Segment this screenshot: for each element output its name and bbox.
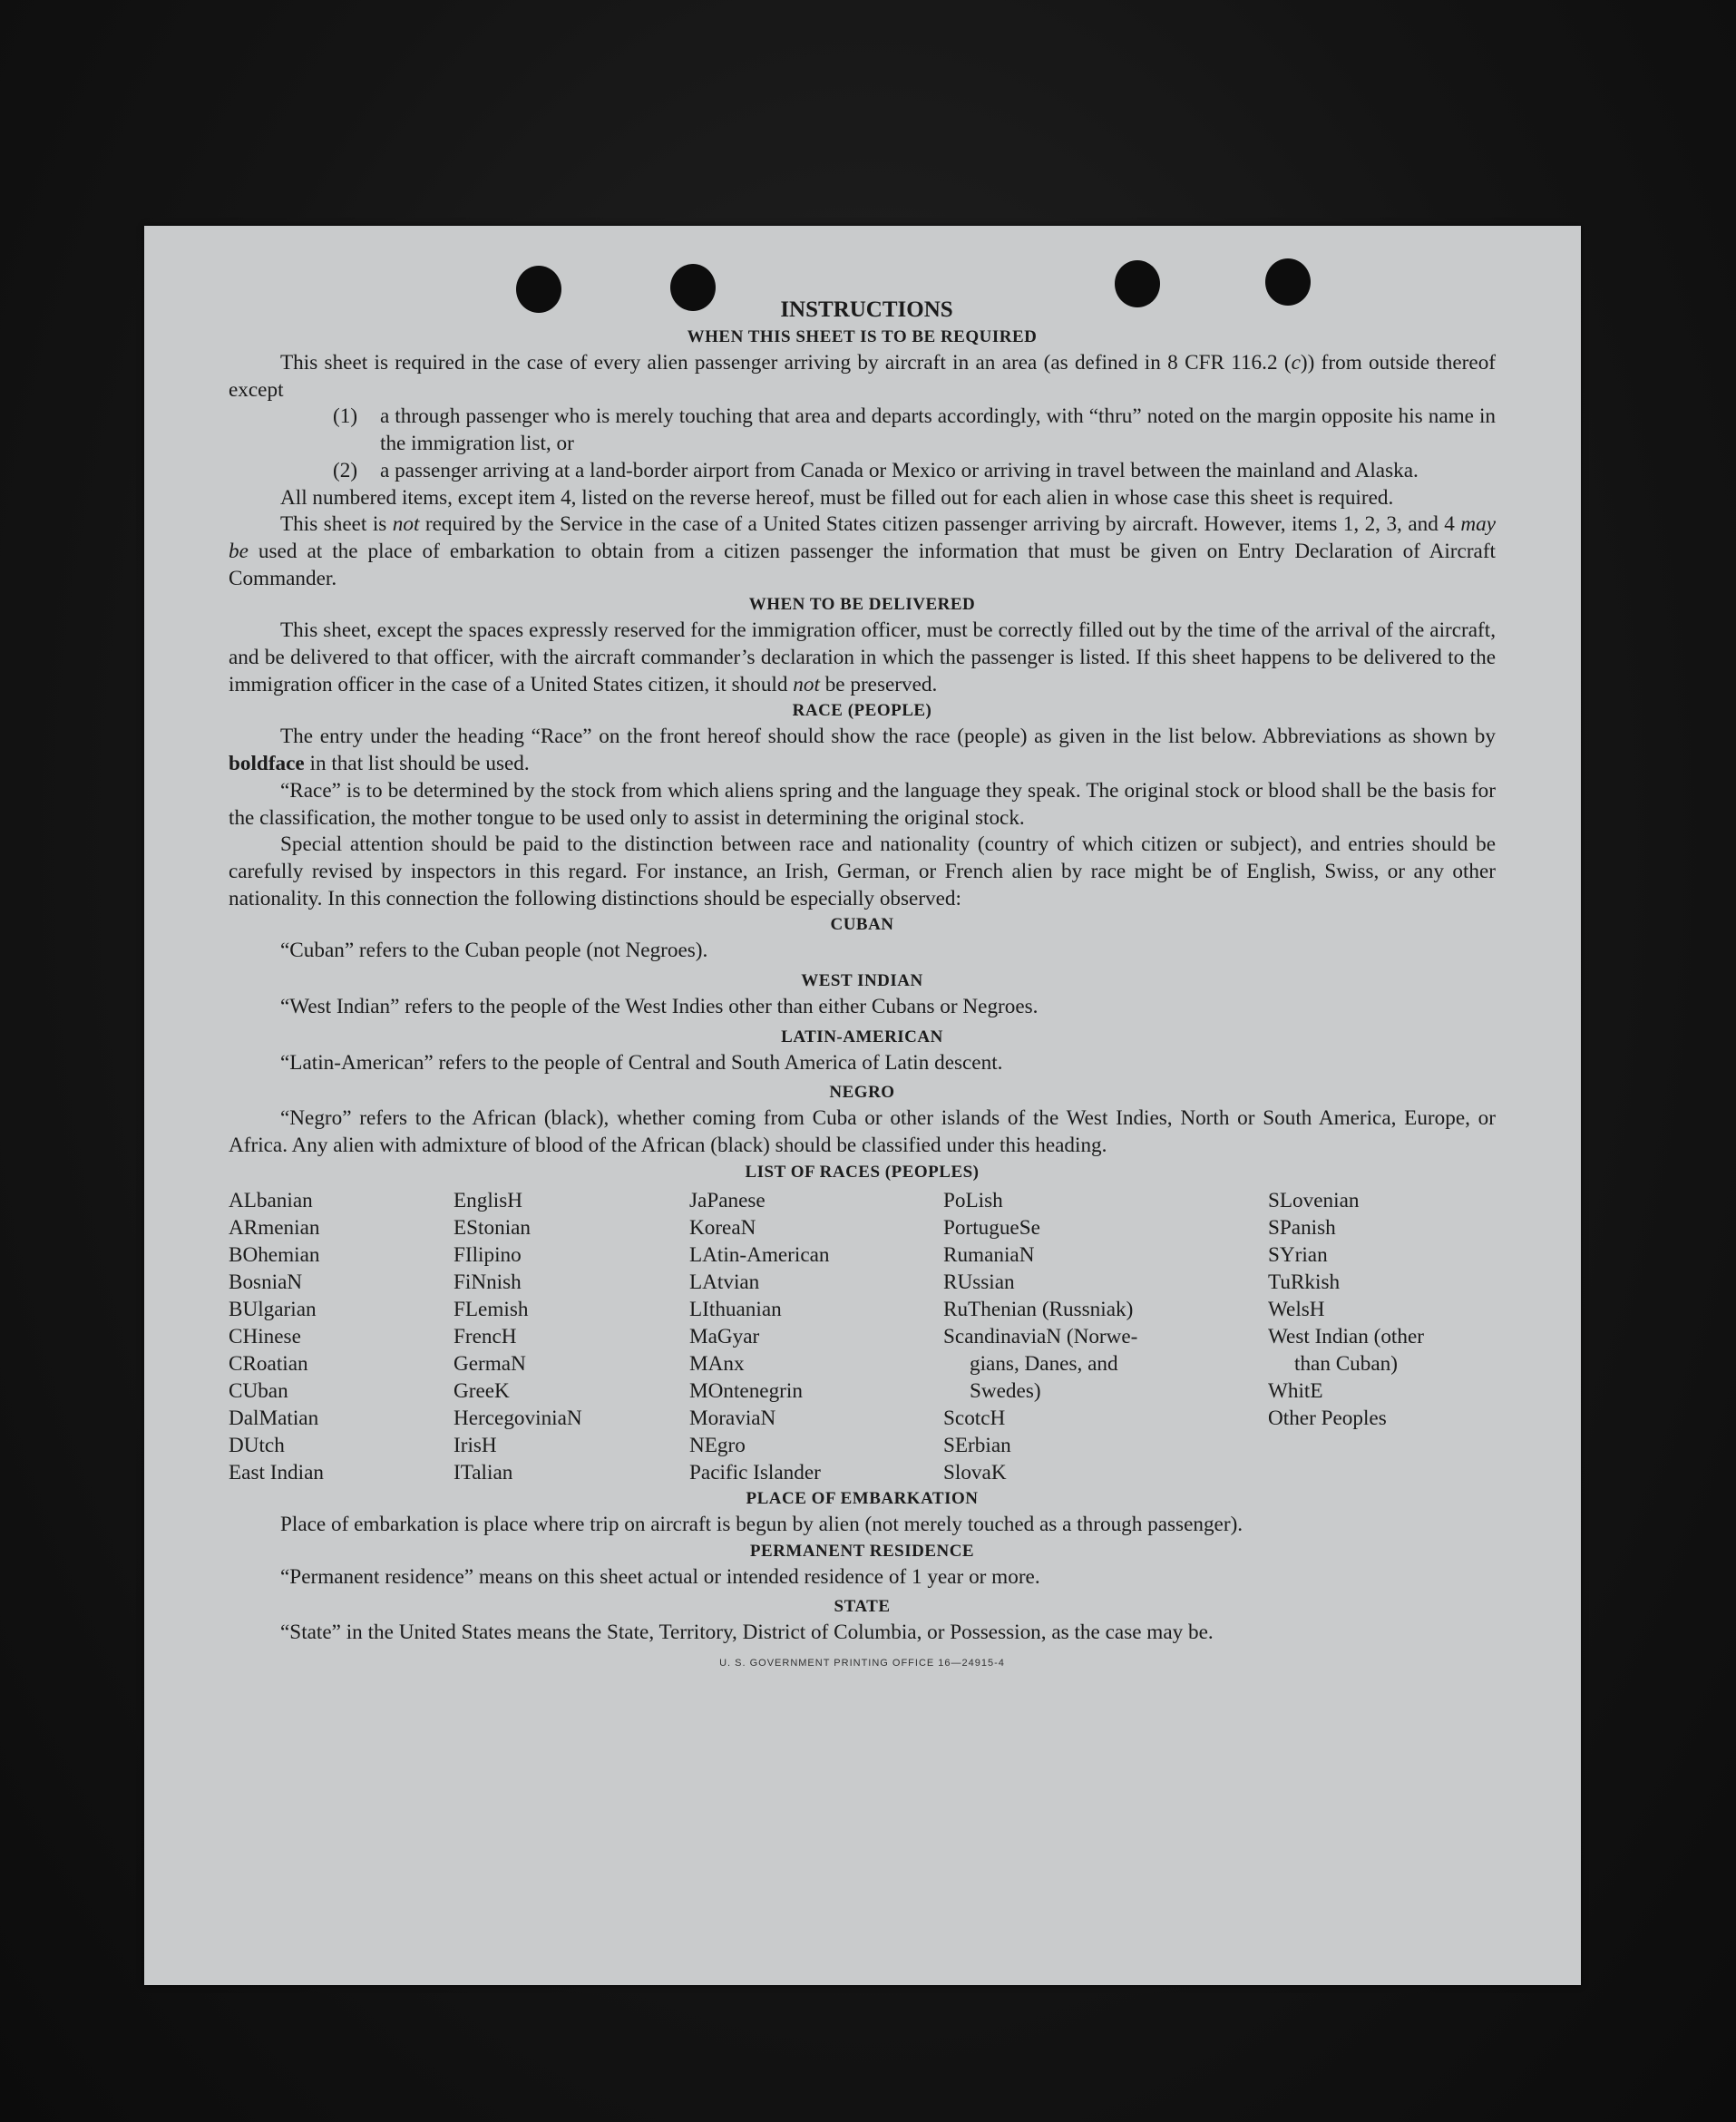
race-entry: MoraviaN: [689, 1406, 776, 1430]
races-column: [943, 1187, 1268, 1486]
section-heading-place-of-embarkation: PLACE OF EMBARKATION: [746, 1488, 979, 1508]
race-entry: GermaN: [454, 1351, 526, 1376]
section-heading-negro: NEGRO: [829, 1083, 895, 1103]
race-entry: RuThenian (Russniak): [943, 1297, 1134, 1321]
section-heading-race: RACE (PEOPLE): [792, 701, 932, 721]
race-entry: Pacific Islander: [689, 1460, 821, 1484]
races-list: [229, 1187, 1496, 1486]
race-entry: TuRkish: [1268, 1270, 1341, 1294]
race-entry: FiNnish: [454, 1270, 522, 1294]
race-entry: CRoatian: [229, 1351, 308, 1376]
race-entry: FrencH: [454, 1324, 517, 1348]
race-entry: WelsH: [1268, 1297, 1325, 1321]
west-indian-definition: “West Indian” refers to the people of the West Indies other than either Cubans or Negroes.: [280, 995, 1039, 1019]
race-entry: NEgro: [689, 1433, 746, 1457]
latin-american-definition: “Latin-American” refers to the people of Central and South America of Latin descent.: [280, 1050, 1003, 1075]
race-entry: PortugueSe: [943, 1215, 1040, 1240]
race-entry: EnglisH: [454, 1188, 523, 1212]
race-entry: SPanish: [1268, 1215, 1336, 1240]
race-entry: FLemish: [454, 1297, 529, 1321]
section-heading-list-of-races: LIST OF RACES (PEOPLES): [745, 1162, 980, 1182]
race-entry: MOntenegrin: [689, 1378, 803, 1403]
race-entry: PoLish: [943, 1188, 1003, 1212]
race-entry: RumaniaN: [943, 1242, 1035, 1267]
race-entry: SlovaK: [943, 1460, 1007, 1484]
race-entry: MAnx: [689, 1351, 745, 1376]
race-entry: MaGyar: [689, 1324, 760, 1348]
race-entry: BUlgarian: [229, 1297, 317, 1321]
delivery-paragraph: This sheet, except the spaces expressly reserved for the immigration officer, must be correctly filled out by the time of the arrival of the aircraft, and be delivered to that officer, with the aircraft commander’s declaration in which the passenger is listed. If this sheet happens to be delivered to the immigration officer in the case of a United States citizen, it should not be preserved.: [229, 618, 1496, 696]
race-entry-continuation: gians, Danes, and: [970, 1351, 1118, 1376]
page-title: INSTRUCTIONS: [780, 297, 953, 322]
race-entry: LAtin-American: [689, 1242, 830, 1267]
section-heading-when-delivered: WHEN TO BE DELIVERED: [748, 595, 976, 615]
required-intro: This sheet is required in the case of every alien passenger arriving by aircraft in an area (as defined in 8 CFR 116.2 (c)) from outside thereof except: [229, 351, 1497, 402]
race-entry: DUtch: [229, 1433, 285, 1457]
race-entry: JaPanese: [689, 1188, 766, 1212]
exception-item: (2) a passenger arriving at a land-border airport from Canada or Mexico or arriving in travel between the mainland and Alaska.: [333, 458, 1419, 482]
race-entry: GreeK: [454, 1378, 510, 1403]
instruction-sheet: [144, 226, 1581, 1985]
negro-definition: “Negro” refers to the African (black), whether coming from Cuba or other islands of the West Indies, North or South America, Europe, or Africa. Any alien with admixture of blood of the African (black) should be classified under this heading.: [229, 1106, 1496, 1158]
race-entry: FIlipino: [454, 1242, 522, 1267]
race-paragraph: Special attention should be paid to the distinction between race and nationality (country of which citizen or subject), and entries should be carefully revised by inspectors in this regard. For instance, an Irish, German, or French alien by race might be of English, Swiss, or any other nationality. In this connection the following distinctions should be especially observed:: [229, 832, 1496, 910]
race-entry: Other Peoples: [1268, 1406, 1387, 1430]
residence-definition: “Permanent residence” means on this sheet actual or intended residence of 1 year or more.: [280, 1564, 1040, 1589]
race-entry: KoreaN: [689, 1215, 756, 1240]
race-paragraph: The entry under the heading “Race” on the front hereof should show the race (people) as given in the list below. Abbreviations as shown by boldface in that list should be used.: [229, 725, 1496, 776]
race-entry: BOhemian: [229, 1242, 320, 1267]
section-heading-cuban: CUBAN: [830, 915, 894, 935]
race-entry: LAtvian: [689, 1270, 760, 1294]
section-heading-state: STATE: [834, 1597, 891, 1617]
race-entry: BosniaN: [229, 1270, 303, 1294]
races-column: [454, 1187, 689, 1486]
race-entry: West Indian (other: [1268, 1324, 1424, 1348]
race-entry: ITalian: [454, 1460, 513, 1484]
embarkation-definition: Place of embarkation is place where trip on aircraft is begun by alien (not merely touched as a through passenger).: [280, 1512, 1243, 1536]
section-heading-latin-american: LATIN-AMERICAN: [781, 1027, 943, 1046]
section-heading-when-required: WHEN THIS SHEET IS TO BE REQUIRED: [687, 327, 1038, 346]
race-entry: DalMatian: [229, 1406, 319, 1430]
race-entry: LIthuanian: [689, 1297, 782, 1321]
section-heading-permanent-residence: PERMANENT RESIDENCE: [749, 1541, 975, 1561]
race-entry: HercegoviniaN: [454, 1406, 582, 1430]
race-entry: East Indian: [229, 1460, 324, 1484]
cuban-definition: “Cuban” refers to the Cuban people (not Negroes).: [280, 939, 708, 963]
races-column: [229, 1187, 454, 1486]
race-entry: CHinese: [229, 1324, 301, 1348]
race-entry: IrisH: [454, 1433, 497, 1457]
race-paragraph: “Race” is to be determined by the stock from which aliens spring and the language they speak. The original stock or blood shall be the basis for the classification, the mother tongue to be used only to assist in determining the original stock.: [229, 778, 1496, 830]
races-column: [689, 1187, 943, 1486]
sheet-content: [229, 296, 1496, 1678]
state-definition: “State” in the United States means the State, Territory, District of Columbia, or Possession, as the case may be.: [280, 1621, 1214, 1645]
race-entry: RUssian: [943, 1270, 1015, 1294]
race-entry: WhitE: [1268, 1378, 1323, 1403]
race-entry: ALbanian: [229, 1188, 313, 1212]
printing-office-imprint: U. S. GOVERNMENT PRINTING OFFICE 16—24915-4: [719, 1657, 1005, 1669]
citizen-paragraph: This sheet is not required by the Service in the case of a United States citizen passenger arriving by aircraft. However, items 1, 2, 3, and 4 may be used at the place of embarkation to obtain from a citizen passenger the information that must be given on Entry Declaration of Aircraft Commander.: [229, 512, 1496, 590]
exception-item: (1) a through passenger who is merely touching that area and departs accordingly, with “thru” noted on the margin opposite his name in the immigration list, or: [333, 404, 1496, 456]
race-entry: ScotcH: [943, 1406, 1006, 1430]
race-entry: ARmenian: [229, 1215, 320, 1240]
race-entry: SYrian: [1268, 1242, 1328, 1267]
race-entry: SLovenian: [1268, 1188, 1360, 1212]
race-entry-continuation: Swedes): [970, 1378, 1041, 1403]
race-entry-continuation: than Cuban): [1294, 1351, 1398, 1376]
races-column: [1268, 1187, 1496, 1486]
numbered-items-paragraph: All numbered items, except item 4, listed on the reverse hereof, must be filled out for each alien in whose case this sheet is required.: [280, 485, 1394, 510]
race-entry: CUban: [229, 1378, 288, 1403]
race-entry: SErbian: [943, 1433, 1011, 1457]
section-heading-west-indian: WEST INDIAN: [801, 971, 923, 991]
race-entry: ScandinaviaN (Norwe-: [943, 1324, 1138, 1348]
race-entry: EStonian: [454, 1215, 532, 1240]
